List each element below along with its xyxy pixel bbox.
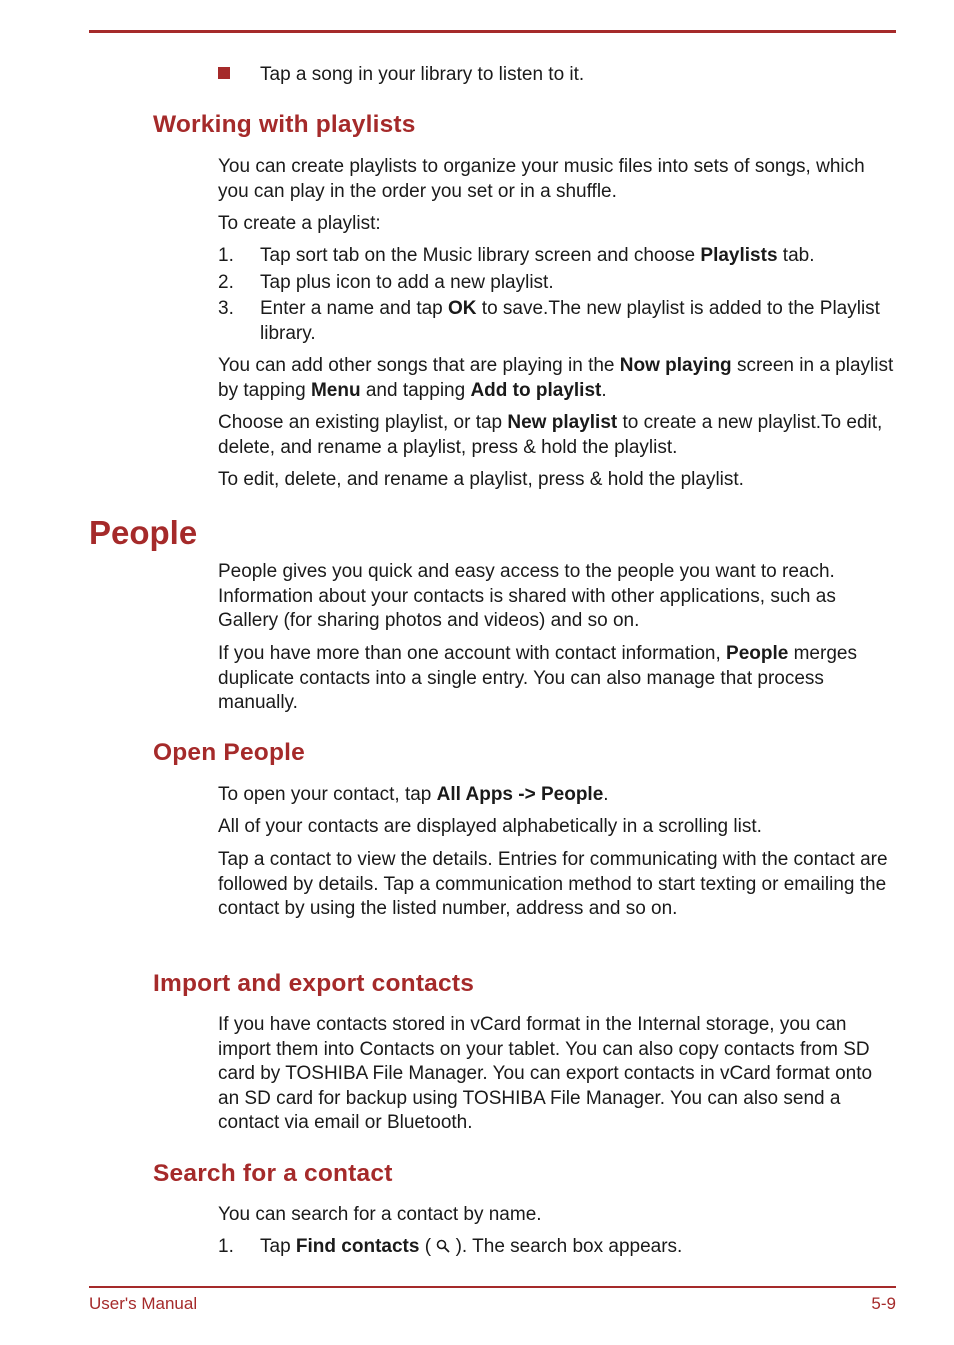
heading-working-with-playlists: Working with playlists (153, 111, 416, 138)
heading-search-for-contact: Search for a contact (153, 1160, 393, 1187)
bottom-rule (89, 1286, 896, 1288)
open-people-paragraph-3: Tap a contact to view the details. Entries for communicating with the contact are followed by details. Tap a communication method to start texting or emailing the contact by using the listed number, address and so on. (218, 849, 888, 919)
playlists-paragraph-5: To edit, delete, and rename a playlist, press & hold the playlist. (218, 469, 744, 490)
playlists-paragraph-3: You can add other songs that are playing in the Now playing screen in a playlist by tapping Menu and tapping Add to playlist. (218, 355, 894, 401)
footer-page-number: 5-9 (871, 1294, 896, 1313)
playlists-paragraph-4: Choose an existing playlist, or tap New playlist to create a new playlist.To edit, delete, and rename a playlist, press & hold the playlist. (218, 412, 883, 458)
open-people-paragraph-1: To open your contact, tap All Apps -> People. (218, 784, 609, 805)
top-rule (89, 30, 896, 33)
heading-people: People (89, 514, 198, 551)
import-export-paragraph-1: If you have contacts stored in vCard format in the Internal storage, you can import them into Contacts on your tablet. You can also copy contacts from SD card by TOSHIBA File Manager. You can export contacts in vCard format onto an SD card for backup using TOSHIBA File Manager. You can also send a contact via email or Bluetooth. (218, 1014, 873, 1133)
playlists-paragraph-1: You can create playlists to organize your music files into sets of songs, which you can play in the order you set or in a shuffle. (218, 156, 865, 202)
playlists-paragraph-2: To create a playlist: (218, 213, 381, 234)
heading-import-export-contacts: Import and export contacts (153, 970, 475, 997)
list-number: 3. (218, 298, 234, 319)
intro-bullet-text: Tap a song in your library to listen to it. (260, 64, 585, 85)
search-paragraph-1: You can search for a contact by name. (218, 1204, 542, 1225)
search-icon (436, 1236, 450, 1250)
people-paragraph-2: If you have more than one account with contact information, People merges duplicate contacts into a single entry. You can also manage that process manually. (218, 643, 857, 713)
heading-open-people: Open People (153, 739, 305, 766)
list-number: 1. (218, 245, 234, 266)
list-number: 1. (218, 1236, 234, 1257)
list-number: 2. (218, 272, 234, 293)
people-paragraph-1: People gives you quick and easy access to the people you want to reach. Information about your contacts is shared with other applications, such as Gallery (for sharing photos and videos) and so on. (218, 561, 836, 631)
open-people-paragraph-2: All of your contacts are displayed alphabetically in a scrolling list. (218, 816, 762, 837)
footer-left: User's Manual (89, 1294, 198, 1313)
bullet-square-icon (218, 67, 230, 79)
